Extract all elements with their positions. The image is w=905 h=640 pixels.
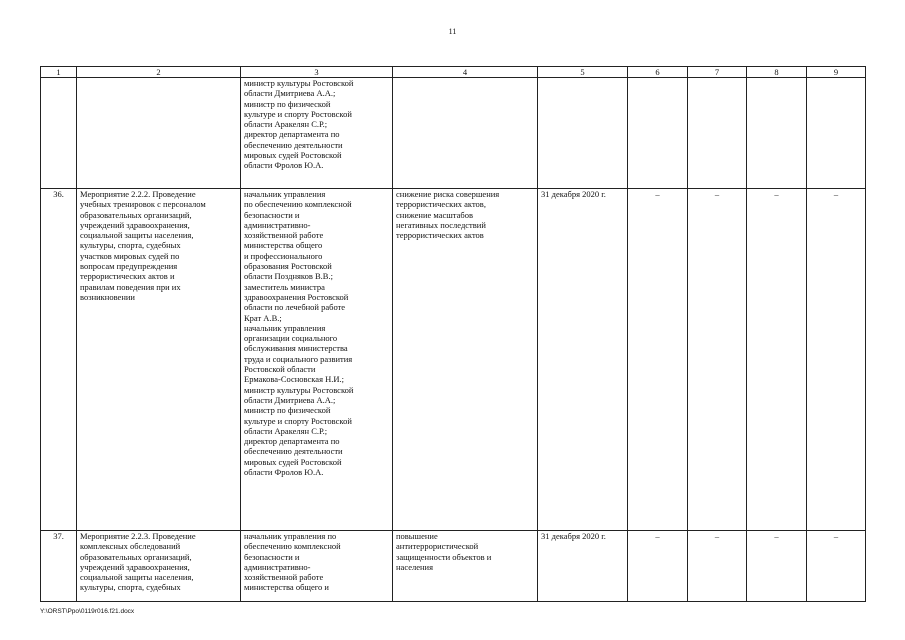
measure-cell: Мероприятие 2.2.3. Проведение комплексных обследований образовательных организаций, учреждений здравоохранения, социальной защиты населения, культуры, спорта, судебных [77, 531, 241, 602]
col6-cell: – [628, 531, 688, 602]
col8-cell: – [747, 189, 807, 531]
deadline-cell: 31 декабря 2020 г. [538, 531, 628, 602]
deadline-cell [538, 78, 628, 189]
document-path-footer: Y:\ORST\Ppo\0119r016.f21.docx [40, 608, 135, 615]
col8-cell [747, 78, 807, 189]
col6-cell [628, 78, 688, 189]
table-header-row [41, 67, 866, 78]
table-row [41, 78, 866, 189]
col8-cell: – [747, 531, 807, 602]
col9-cell: – [807, 189, 866, 531]
header-cell: 6 [628, 67, 688, 78]
header-cell: 5 [538, 67, 628, 78]
responsible-cell: министр культуры Ростовской области Дмитриева А.А.; министр по физической культуре и спорту Ростовской области Аракелян С.Р.; директор департамента по обеспечению деятельности мировых судей Ростовской области Фролов Ю.А. [241, 78, 393, 189]
result-cell: снижение риска совершения террористических актов, снижение масштабов негативных последствий террористических актов [393, 189, 538, 531]
result-cell [393, 78, 538, 189]
measure-cell: Мероприятие 2.2.2. Проведение учебных тренировок с персоналом образовательных организаций, учреждений здравоохранения, социальной защиты населения, культуры, спорта, судебных участков мировых судей по вопросам предупреждения террористических актов и правилам поведения при их возникновении [77, 189, 241, 531]
col6-cell: – [628, 189, 688, 531]
col7-cell: – [688, 531, 747, 602]
header-cell: 9 [807, 67, 866, 78]
col9-cell [807, 78, 866, 189]
col7-cell [688, 78, 747, 189]
col7-cell: – [688, 189, 747, 531]
header-cell: 3 [241, 67, 393, 78]
deadline-cell: 31 декабря 2020 г. [538, 189, 628, 531]
table-row [41, 531, 866, 602]
col9-cell: – [807, 531, 866, 602]
header-cell: 1 [41, 67, 77, 78]
result-cell: повышение антитеррористической защищенности объектов и населения [393, 531, 538, 602]
row-number: 37. [41, 531, 77, 602]
page-number: 11 [448, 27, 457, 36]
responsible-cell: начальник управления по обеспечению комплексной безопасности и административно- хозяйственной работе министерства общего и [241, 531, 393, 602]
row-number: 36. [41, 189, 77, 531]
measure-cell [77, 78, 241, 189]
table-row [41, 189, 866, 531]
header-cell: 7 [688, 67, 747, 78]
header-cell: 8 [747, 67, 807, 78]
program-measures-table [40, 66, 866, 602]
row-number [41, 78, 77, 189]
header-cell: 2 [77, 67, 241, 78]
header-cell: 4 [393, 67, 538, 78]
responsible-cell: начальник управления по обеспечению комплексной безопасности и административно- хозяйственной работе министерства общего и профессионального образования Ростовской области Поздняков В.В.; заместитель министра здравоохранения Ростовской области по лечебной работе Крат А.В.; начальник управления организации социального обслуживания министерства труда и социального развития Ростовской области Ермакова-Сосновская Н.И.; министр культуры Ростовской области Дмитриева А.А.; министр по физической культуре и спорту Ростовской области Аракелян С.Р.; директор департамента по обеспечению деятельности мировых судей Ростовской области Фролов Ю.А. [241, 189, 393, 531]
